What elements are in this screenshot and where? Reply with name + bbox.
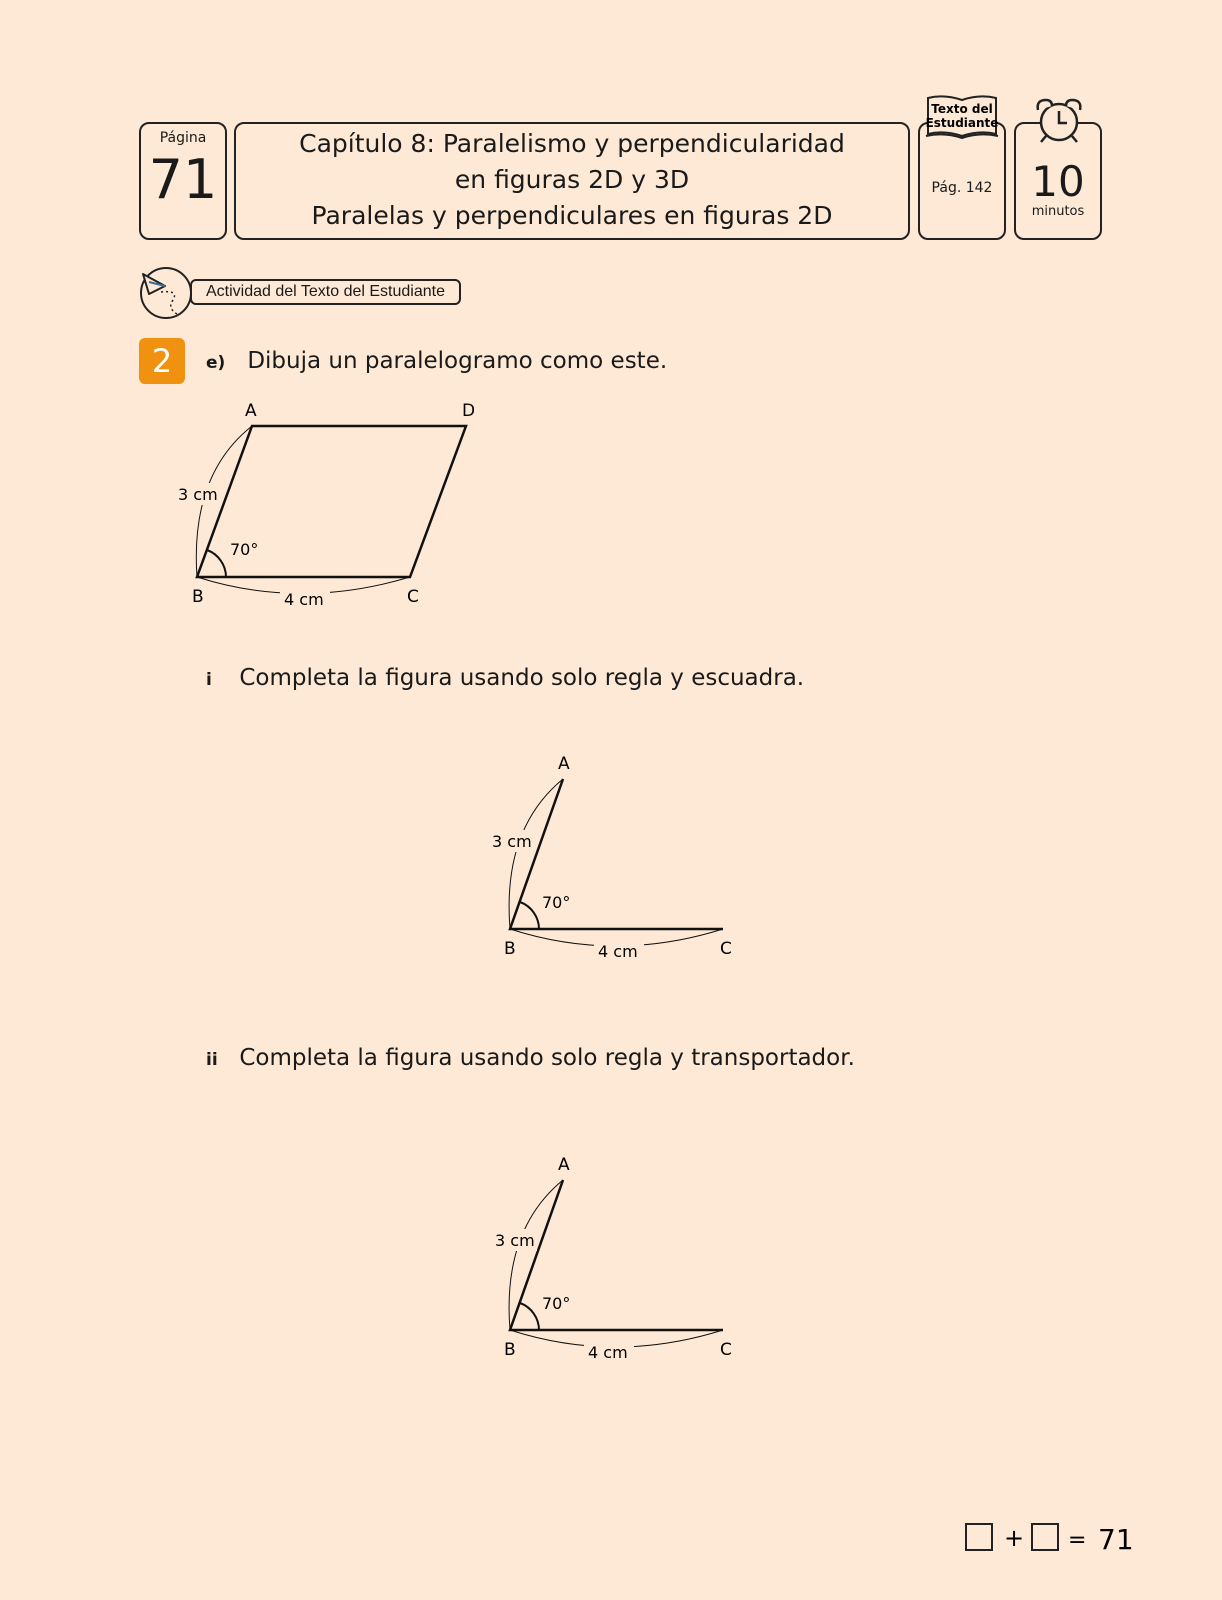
book-page-ref: Pág. 142 [931, 180, 993, 196]
vertex-d-label: D [462, 401, 476, 421]
part-e-text: Dibuja un paralelogramo como este. [247, 348, 668, 374]
part-i-text: Completa la figura usando solo regla y escuadra. [239, 665, 805, 691]
part-ii-label: ii [206, 1050, 218, 1070]
lesson-title: Paralelas y perpendiculares en figuras 2D [311, 201, 833, 230]
time-unit: minutos [1031, 204, 1085, 219]
side-ab-length: 3 cm [178, 485, 218, 504]
chapter-title-line1: Capítulo 8: Paralelismo y perpendicularidad [299, 129, 845, 158]
part-e-prompt [206, 348, 667, 374]
angle-b-measure: 70° [542, 893, 571, 912]
part-i-label: i [206, 670, 212, 690]
vertex-a-label: A [558, 1155, 570, 1175]
page-number-equation [964, 1518, 1144, 1558]
vertex-c-label: C [720, 939, 732, 959]
empty-box-1 [966, 1524, 992, 1550]
side-ab-length: 3 cm [492, 832, 532, 851]
page-number: 71 [148, 148, 218, 211]
page-number-box [139, 122, 227, 240]
vertex-a-label: A [245, 401, 257, 421]
angle-b-arc [520, 902, 539, 929]
plus-sign: + [1004, 1524, 1025, 1552]
incomplete-figure-i [480, 745, 750, 965]
question-number-badge: 2 [139, 338, 185, 384]
activity-label: Actividad del Texto del Estudiante [190, 279, 461, 305]
vertex-c-label: C [720, 1340, 732, 1360]
vertex-b-label: B [504, 1340, 516, 1360]
page-label: Página [159, 130, 207, 146]
incomplete-figure-ii [480, 1146, 750, 1366]
book-badge-line2: Estudiante [925, 116, 999, 130]
angle-b-measure: 70° [542, 1294, 571, 1313]
angle-b-arc [207, 550, 226, 577]
vertex-b-label: B [192, 587, 204, 607]
part-i-prompt [206, 665, 804, 691]
vertex-b-label: B [504, 939, 516, 959]
side-ab-length: 3 cm [495, 1231, 535, 1250]
vertex-a-label: A [558, 754, 570, 774]
part-ii-text: Completa la figura usando solo regla y transportador. [239, 1045, 855, 1071]
equals-sign: = [1068, 1528, 1087, 1553]
chapter-title-line2: en figuras 2D y 3D [454, 165, 690, 194]
paper-plane-icon [139, 266, 193, 320]
vertex-c-label: C [407, 587, 419, 607]
side-bc-length: 4 cm [284, 590, 324, 609]
empty-box-2 [1032, 1524, 1058, 1550]
parallelogram-figure [170, 395, 490, 615]
part-e-label: e) [206, 353, 226, 373]
book-badge-line1: Texto del [931, 102, 993, 116]
footer-page-number: 71 [1098, 1523, 1134, 1556]
angle-b-arc [520, 1303, 539, 1330]
alarm-clock-icon [1030, 96, 1088, 146]
book-icon [924, 94, 1000, 140]
side-bc-length: 4 cm [588, 1343, 628, 1362]
chapter-title-box [234, 122, 910, 240]
side-bc-length: 4 cm [598, 942, 638, 961]
part-ii-prompt [206, 1045, 855, 1071]
time-value: 10 [1031, 157, 1085, 206]
angle-b-measure: 70° [230, 540, 259, 559]
